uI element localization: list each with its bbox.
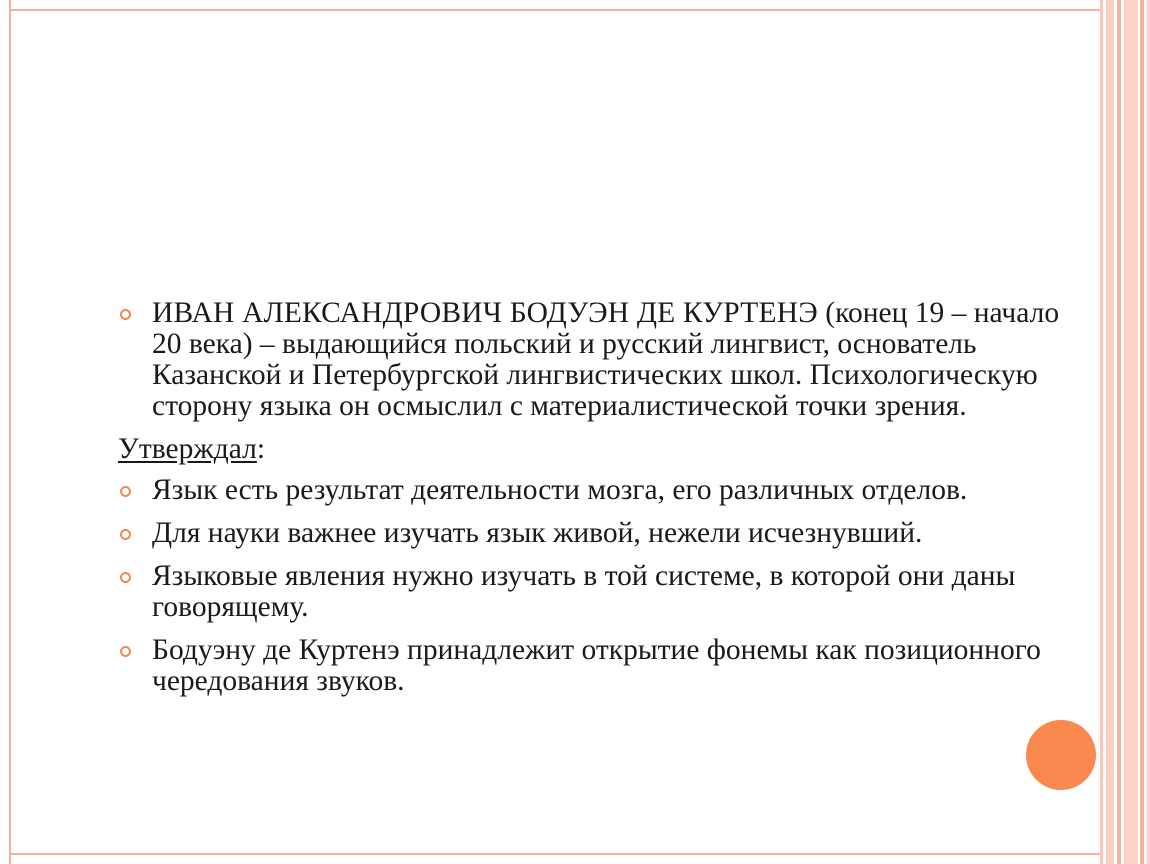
frame-bottom-line bbox=[9, 853, 1100, 855]
bullet-icon bbox=[120, 486, 131, 497]
decor-stripe bbox=[1140, 0, 1144, 864]
list-item bbox=[118, 635, 1078, 697]
list-item-text: Язык есть результат деятельности мозга, его различных отделов. bbox=[152, 474, 968, 506]
decor-stripe bbox=[1100, 0, 1103, 864]
decor-stripe bbox=[1106, 0, 1114, 864]
frame-left-line bbox=[9, 0, 11, 864]
bullet-icon bbox=[120, 309, 131, 320]
bullet-icon bbox=[120, 646, 131, 657]
bullet-icon bbox=[120, 529, 131, 540]
slide-content bbox=[118, 298, 1078, 709]
list-item-text: Бодуэну де Куртенэ принадлежит открытие фонемы как позиционного чередования звуков. bbox=[152, 634, 1041, 697]
decor-stripe bbox=[1124, 0, 1138, 864]
list-item bbox=[118, 475, 1078, 506]
list-item-text: Для науки важнее изучать язык живой, нежели исчезнувший. bbox=[152, 517, 923, 549]
decor-stripe bbox=[1117, 0, 1121, 864]
intro-title: ИВАН АЛЕКСАНДРОВИЧ БОДУЭН ДЕ КУРТЕНЭ bbox=[152, 297, 818, 329]
heading-label: Утверждал bbox=[118, 433, 257, 465]
decor-stripe bbox=[1146, 0, 1150, 864]
list-item bbox=[118, 561, 1078, 623]
heading-suffix: : bbox=[256, 433, 266, 465]
intro-item bbox=[118, 298, 1078, 422]
intro-text: (конец 19 – начало 20 века) – выдающийся польский и русский лингвист, основатель Казанской и Петербургской лингвистических школ. Психологическую сторону языка он осмыслил с материалистической точки зрения. bbox=[152, 297, 1060, 422]
list-item-text: Языковые явления нужно изучать в той системе, в которой они даны говорящему. bbox=[152, 560, 1016, 623]
list-item bbox=[118, 518, 1078, 549]
section-heading bbox=[118, 434, 1078, 465]
bullet-icon bbox=[120, 572, 131, 583]
frame-top-line bbox=[9, 9, 1100, 11]
decor-circle bbox=[1026, 720, 1096, 790]
